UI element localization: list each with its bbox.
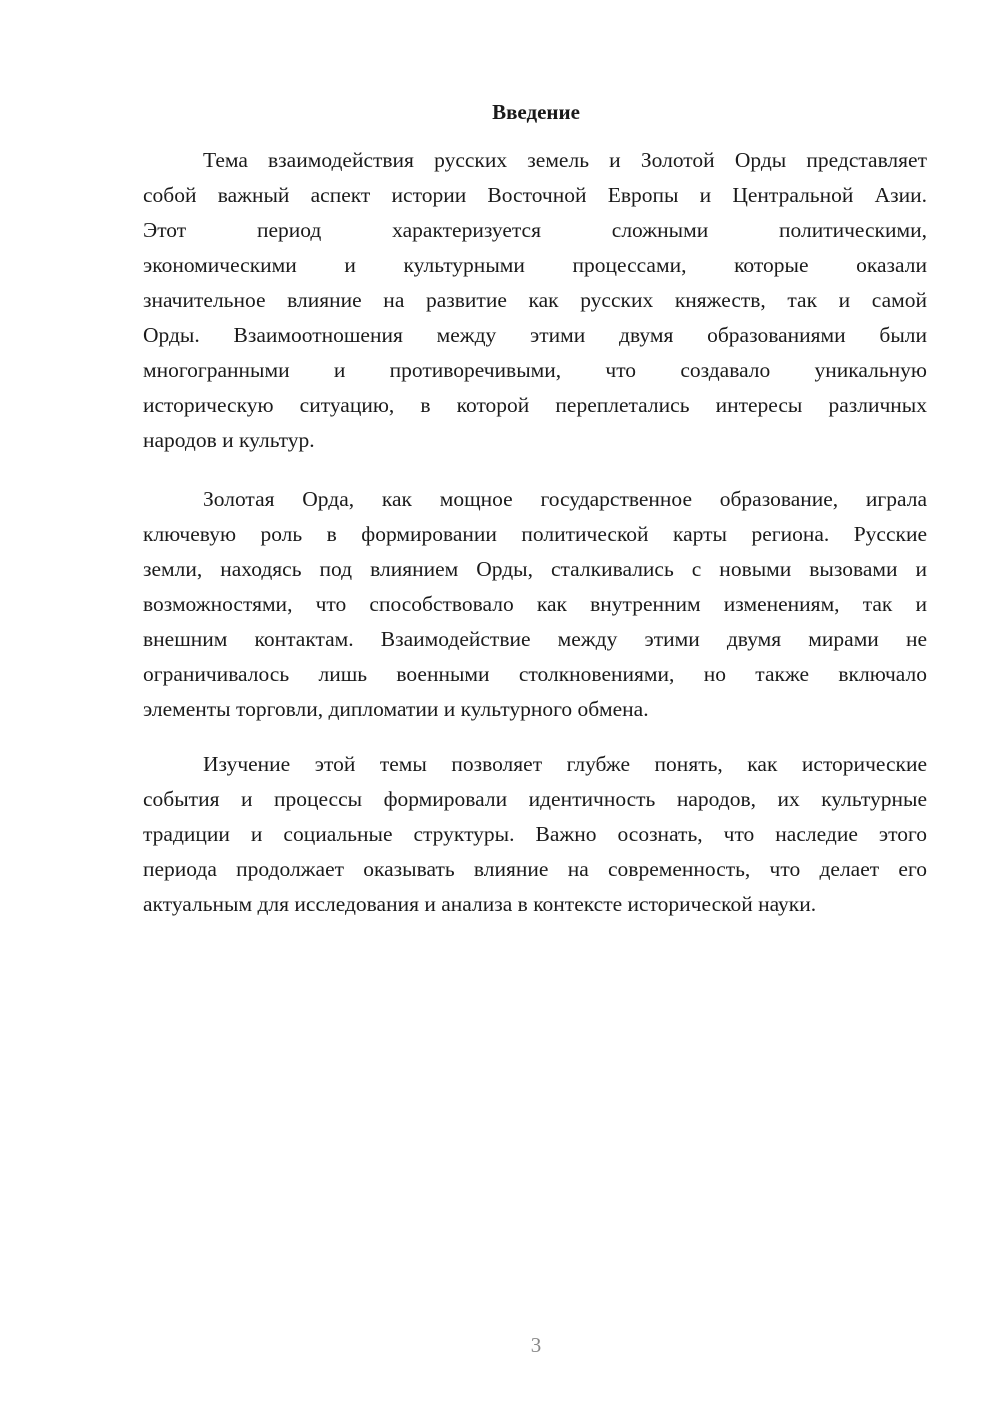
text-line: актуальным для исследования и анализа в контексте исторической науки.	[143, 892, 817, 916]
text-line: периода продолжает оказывать влияние на современность, что делает его	[143, 857, 927, 881]
page-number: 3	[530, 1333, 542, 1357]
text-line: экономическими и культурными процессами, которые оказали	[143, 253, 927, 277]
text-line: земли, находясь под влиянием Орды, сталкивались с новыми вызовами и	[143, 557, 927, 581]
text-line: традиции и социальные структуры. Важно осознать, что наследие этого	[143, 822, 927, 846]
paragraph-2	[143, 482, 927, 727]
text-line: внешним контактам. Взаимодействие между этими двумя мирами не	[143, 627, 927, 651]
paragraph-3	[143, 747, 927, 922]
text-line: Изучение этой темы позволяет глубже понять, как исторические	[203, 752, 927, 776]
text-line: многогранными и противоречивыми, что создавало уникальную	[143, 358, 927, 382]
text-line: народов и культур.	[143, 428, 315, 452]
text-line: историческую ситуацию, в которой переплетались интересы различных	[143, 393, 927, 417]
paragraph-1	[143, 143, 927, 458]
text-line: ключевую роль в формировании политической карты региона. Русские	[143, 522, 927, 546]
text-line: возможностями, что способствовало как внутренним изменениям, так и	[143, 592, 927, 616]
text-line: элементы торговли, дипломатии и культурного обмена.	[143, 697, 649, 721]
text-line: события и процессы формировали идентичность народов, их культурные	[143, 787, 927, 811]
text-line: Золотая Орда, как мощное государственное образование, играла	[203, 487, 927, 511]
text-line: Тема взаимодействия русских земель и Золотой Орды представляет	[203, 148, 927, 172]
text-line: Орды. Взаимоотношения между этими двумя образованиями были	[143, 323, 927, 347]
text-line: Этот период характеризуется сложными политическими,	[143, 218, 927, 242]
text-line: ограничивалось лишь военными столкновениями, но также включало	[143, 662, 927, 686]
text-line: собой важный аспект истории Восточной Европы и Центральной Азии.	[143, 183, 927, 207]
section-heading: Введение	[492, 100, 580, 124]
text-line: значительное влияние на развитие как русских княжеств, так и самой	[143, 288, 927, 312]
